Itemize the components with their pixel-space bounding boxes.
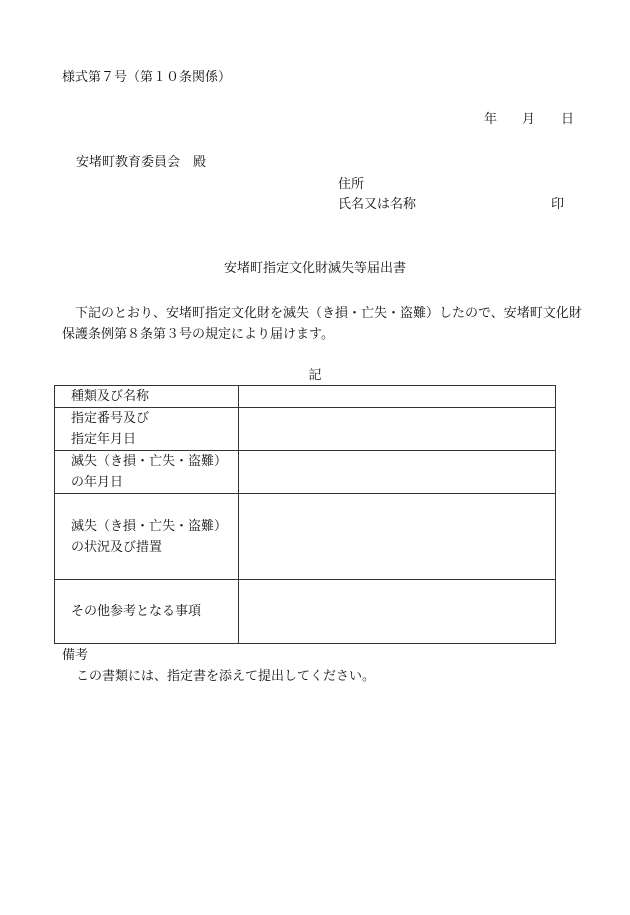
row-label-line: 種類及び名称 [71,389,150,404]
table-row [55,451,556,494]
row-value-cell [239,580,556,644]
remarks-text: この書類には、指定書を添えて提出してください。 [76,669,376,684]
body-text: 下記のとおり、安堵町指定文化財を滅失（き損・亡失・盗難）したので、安堵町文化財保護条例第８条第３号の規定により届けます。 [62,306,582,342]
address-label: 住所 [338,177,365,192]
seal-mark: 印 [551,197,565,212]
date-month-label: 月 [522,112,536,127]
row-label [55,451,239,494]
table-row [55,408,556,451]
row-label-line: その他参考となる事項 [71,604,202,619]
row-value-cell [239,408,556,451]
ki-label: 記 [308,368,322,383]
row-label-line: 滅失（き損・亡失・盗難） [71,518,228,534]
row-label [55,580,239,644]
addressee: 安堵町教育委員会 殿 [76,155,207,170]
row-label-line: 指定年月日 [71,432,137,447]
table-row [55,494,556,580]
remarks-label: 備考 [62,648,89,663]
date-year-label: 年 [484,112,498,127]
name-label: 氏名又は名称 [338,197,417,212]
row-label [55,408,239,451]
date-day-label: 日 [561,112,575,127]
row-label [55,386,239,408]
document-title: 安堵町指定文化財滅失等届出書 [223,261,406,276]
row-value-cell [239,451,556,494]
row-label-line: の状況及び措置 [71,539,163,555]
table-row [55,580,556,644]
row-label-line: 滅失（き損・亡失・盗難） [71,454,228,469]
record-table [54,385,556,644]
row-label-line: 指定番号及び [71,411,150,426]
row-value-cell [239,494,556,580]
row-label [55,494,239,580]
form-number: 様式第７号（第１０条関係） [62,70,232,85]
row-label-line: の年月日 [71,475,124,490]
table-row [55,386,556,408]
row-value-cell [239,386,556,408]
